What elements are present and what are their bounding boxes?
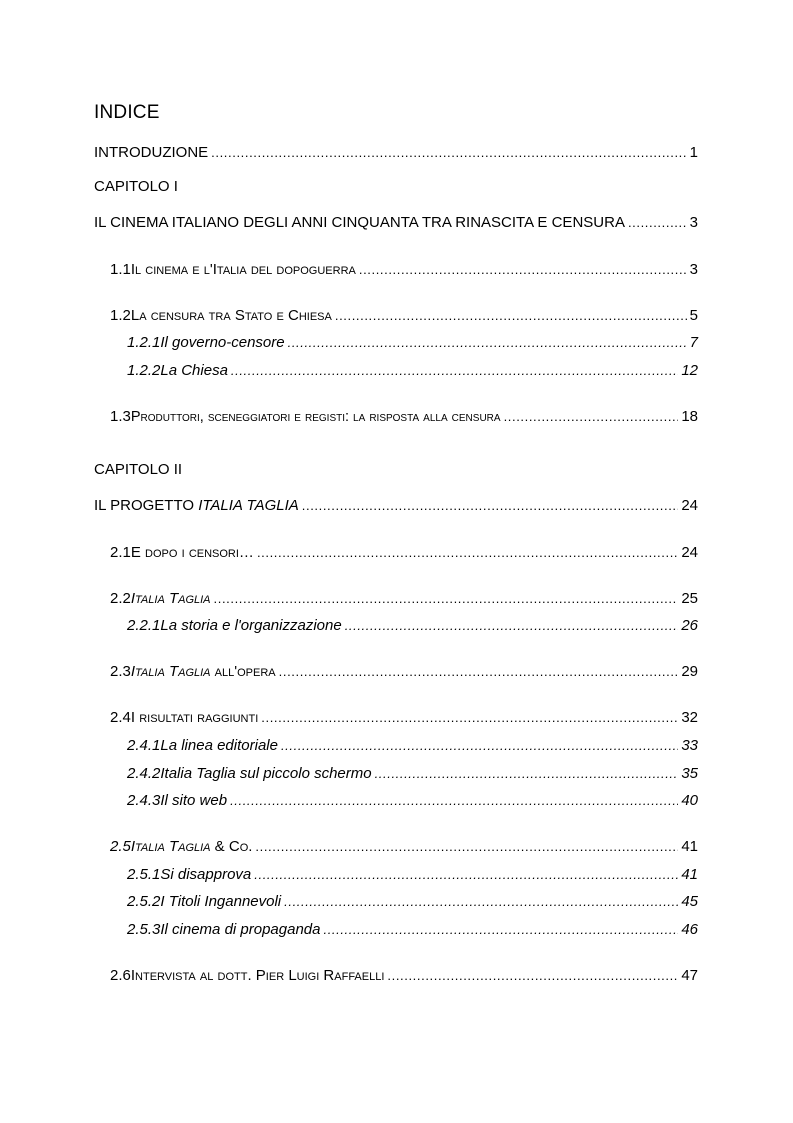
toc-entry-label: Il cinema e l'Italia del dopoguerra xyxy=(130,261,356,278)
section-number: 2.5.3 xyxy=(127,921,161,938)
dot-leader xyxy=(284,894,678,909)
section-number: 2.3 xyxy=(110,663,131,680)
toc-entry-2-1[interactable] xyxy=(110,544,698,564)
dot-leader xyxy=(231,363,678,378)
chapter-heading: CAPITOLO I xyxy=(94,178,178,195)
section-number: 2.4.1 xyxy=(127,737,161,754)
dot-leader xyxy=(335,308,687,323)
toc-entry-2-4-3[interactable] xyxy=(127,792,698,812)
toc-entry-label: IL CINEMA ITALIANO DEGLI ANNI CINQUANTA TRA RINASCITA E CENSURA xyxy=(94,214,625,231)
section-number: 2.5.2 xyxy=(127,893,161,910)
dot-leader xyxy=(628,215,687,230)
toc-entry-2-4-2[interactable] xyxy=(127,765,698,785)
toc-entry-1-2[interactable] xyxy=(110,307,698,327)
chapter-heading: CAPITOLO II xyxy=(94,461,183,478)
dot-leader xyxy=(230,793,678,808)
section-number: 2.6 xyxy=(110,967,131,984)
toc-entry-page: 40 xyxy=(681,792,698,809)
dot-leader xyxy=(261,710,678,725)
dot-leader xyxy=(257,545,678,560)
dot-leader xyxy=(504,409,679,424)
label-rest: all'opera xyxy=(210,663,276,680)
toc-entry-page: 18 xyxy=(681,408,698,425)
toc-entry-label xyxy=(94,497,299,514)
label-italic: Italia Taglia xyxy=(130,838,211,855)
toc-entry-page: 1 xyxy=(689,144,698,161)
section-number: 1.1 xyxy=(110,261,131,278)
toc-entry-label: Il cinema di propaganda xyxy=(160,921,321,938)
toc-entry-label: La censura tra Stato e Chiesa xyxy=(130,307,332,324)
title-italic: ITALIA TAGLIA xyxy=(198,497,299,514)
toc-entry-2-4-1[interactable] xyxy=(127,737,698,757)
toc-title: INDICE xyxy=(94,102,160,123)
toc-entry-page: 32 xyxy=(681,709,698,726)
toc-entry-page: 24 xyxy=(681,497,698,514)
toc-entry-label: Produttori, sceneggiatori e registi: la risposta alla censura xyxy=(130,409,501,425)
toc-entry-2-6[interactable] xyxy=(110,967,698,987)
toc-entry-2-5-1[interactable] xyxy=(127,866,698,886)
dot-leader xyxy=(387,968,678,983)
label-italic: Italia Taglia xyxy=(130,663,211,680)
toc-entry-label: Intervista al dott. Pier Luigi Raffaelli xyxy=(130,967,385,984)
dot-leader xyxy=(302,498,679,513)
toc-entry-label: La storia e l'organizzazione xyxy=(160,617,342,634)
toc-entry-chapter2-title[interactable] xyxy=(94,497,698,517)
dot-leader xyxy=(279,664,679,679)
toc-entry-label: La Chiesa xyxy=(160,362,228,379)
toc-entry-page: 47 xyxy=(681,967,698,984)
section-number: 2.4.3 xyxy=(127,792,161,809)
section-number: 2.2.1 xyxy=(127,617,161,634)
toc-entry-label: La linea editoriale xyxy=(160,737,278,754)
toc-entry-label: INTRODUZIONE xyxy=(94,144,209,161)
title-prefix: IL PROGETTO xyxy=(94,497,199,514)
toc-entry-page: 7 xyxy=(689,334,698,351)
toc-entry-2-4[interactable] xyxy=(110,709,698,729)
toc-entry-page: 25 xyxy=(681,590,698,607)
section-number: 2.5 xyxy=(110,838,131,855)
toc-entry-1-2-2[interactable] xyxy=(127,362,698,382)
dot-leader xyxy=(281,738,678,753)
dot-leader xyxy=(255,839,678,854)
toc-entry-page: 24 xyxy=(681,544,698,561)
section-number: 1.2 xyxy=(110,307,131,324)
toc-entry-2-5-3[interactable] xyxy=(127,921,698,941)
section-number: 2.4 xyxy=(110,709,131,726)
toc-entry-page: 29 xyxy=(681,663,698,680)
toc-entry-page: 46 xyxy=(681,921,698,938)
dot-leader xyxy=(254,867,678,882)
toc-entry-2-2-1[interactable] xyxy=(127,617,698,637)
toc-entry-label: E dopo i censori… xyxy=(130,544,254,561)
toc-entry-label xyxy=(131,838,253,855)
toc-entry-label: I risultati raggiunti xyxy=(130,709,259,726)
toc-entry-2-5[interactable] xyxy=(110,838,698,858)
toc-entry-page: 33 xyxy=(681,737,698,754)
toc-entry-label: Il sito web xyxy=(160,792,228,809)
toc-entry-page: 35 xyxy=(681,765,698,782)
toc-entry-label: Il governo-censore xyxy=(160,334,285,351)
toc-entry-2-2[interactable] xyxy=(110,590,698,610)
toc-entry-page: 26 xyxy=(681,617,698,634)
section-number: 1.2.2 xyxy=(127,362,161,379)
section-number: 2.1 xyxy=(110,544,131,561)
toc-entry-page: 12 xyxy=(681,362,698,379)
toc-entry-page: 3 xyxy=(689,214,698,231)
toc-entry-1-2-1[interactable] xyxy=(127,334,698,354)
toc-entry-page: 41 xyxy=(681,866,698,883)
toc-entry-label: Si disapprova xyxy=(160,866,252,883)
toc-entry-page: 45 xyxy=(681,893,698,910)
toc-entry-label: Italia Taglia sul piccolo schermo xyxy=(160,765,372,782)
section-number: 1.2.1 xyxy=(127,334,161,351)
toc-entry-1-1[interactable] xyxy=(110,261,698,281)
toc-entry-label xyxy=(131,663,276,680)
dot-leader xyxy=(323,922,678,937)
toc-entry-1-3[interactable] xyxy=(110,408,698,428)
toc-entry-label: Italia Taglia xyxy=(130,590,211,607)
section-number: 2.5.1 xyxy=(127,866,161,883)
toc-entry-introduzione[interactable] xyxy=(94,144,698,164)
section-number: 1.3 xyxy=(110,408,131,425)
toc-entry-2-5-2[interactable] xyxy=(127,893,698,913)
dot-leader xyxy=(214,591,679,606)
dot-leader xyxy=(345,618,679,633)
dot-leader xyxy=(375,766,679,781)
label-rest: & Co. xyxy=(210,838,253,855)
toc-entry-chapter1-title[interactable] xyxy=(94,214,698,234)
dot-leader xyxy=(288,335,687,350)
toc-entry-label: I Titoli Ingannevoli xyxy=(160,893,282,910)
section-number: 2.4.2 xyxy=(127,765,161,782)
toc-entry-page: 5 xyxy=(689,307,698,324)
section-number: 2.2 xyxy=(110,590,131,607)
dot-leader xyxy=(359,262,687,277)
toc-entry-page: 41 xyxy=(681,838,698,855)
toc-entry-page: 3 xyxy=(689,261,698,278)
dot-leader xyxy=(211,145,686,160)
toc-entry-2-3[interactable] xyxy=(110,663,698,683)
